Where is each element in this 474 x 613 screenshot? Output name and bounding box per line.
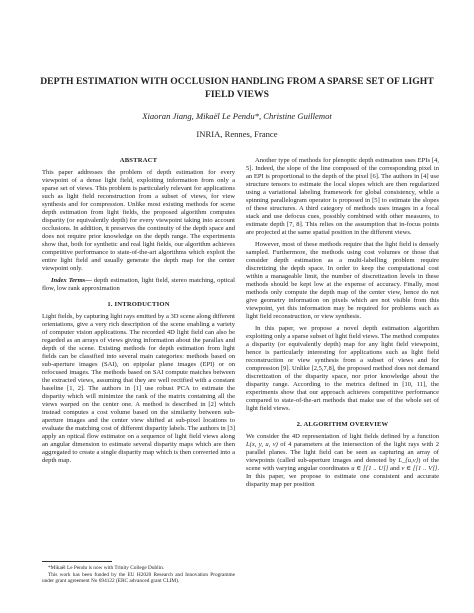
right-column [246,157,439,489]
abstract-heading: ABSTRACT [119,157,158,164]
footnote-affiliation-change: *Mikaël Le Pendu is now with Trinity College Dublin. [48,565,165,571]
paragraph-contribution: In this paper, we propose a novel depth estimation algorithm exploiting only a sparse subset of light field views. The method computes a disparity (or equivalently depth) map for any light field viewpoint, hence is particularly interesting for applications such as light field reconstruction or view synthesis from a subset of views and for compression [9]. Unlike [2,5,7,8], the proposed method does not demand discretization of the disparity space, nor prior knowledge about the disparity range. According to the metrics defined in [10, 11], the experiments show that our approach achieves competitive performance compared to state-of-the-art methods that make use of the whole set of light field views. [246,325,439,412]
introduction-heading: 1. INTRODUCTION [107,301,170,308]
paragraph-algorithm-overview [246,433,439,489]
overview-text-c: ) of the scene with varying angular coordinates [246,457,439,472]
index-terms-label: Index Terms— [51,277,92,284]
title-line-2: FIELD VIEWS [204,88,270,100]
math-subaperture-image: L_{u,v} [398,457,419,464]
affiliation: INRIA, Rennes, France [196,129,278,139]
overview-text-b: of 4 parameters at the intersection of the light rays with 2 parallel planes. The light field can be seen as capturing an array of viewpoints (called sub-aperture images and denoted by [246,441,440,464]
overview-text-a: We consider the 4D representation of light fields defined by a function [246,433,439,440]
algorithm-overview-heading: 2. ALGORITHM OVERVIEW [296,421,389,428]
introduction-text: Light fields, by capturing light rays emitted by a 3D scene along different orientations, give a very rich description of the scene enabling a variety of computer vision applications. The recorded 4D light field can also be regarded as an arrays of views giving information about the parallax and depth of the scene. Existing methods for depth estimation from light fields can be classified into several main categories: methods based on sub-aperture images (SAI), on epipolar plane images (EPI) or on refocused images. The methods based on SAI compute matches between the extracted views, assuming that they are well rectified with a constant baseline [1, 2]. The authors in [1] use robust PCA to estimate the disparity which will minimize the rank of the matrix containing all the views warped on the center one. A method is described in [2] which instead computes a cost volume based on the similarity between sub-aperture images and the center view shifted at sub-pixel locations to evaluate the matching cost of different disparity labels. The authors in [3] apply an optical flow estimator on a sequence of light field views along an angular dimension to estimate several disparity maps which are then aggregated to create a single disparity map which is then converted into a depth map. [42,313,235,464]
footnotes [42,561,235,585]
index-terms-text: depth estimation, light field, stereo matching, optical flow, low rank approximation [42,277,235,292]
math-u-range: u ∈ [[1 .. U]] [351,465,389,472]
paragraph-epi-methods: Another type of methods for plenoptic depth estimation uses EPIs [4, 5]. Indeed, the slope of the line composed of the corresponding pixel in an EPI is proportional to the depth of the pixel [6]. The authors in [4] use structure tensors to estimate the local slopes which are then regularized using a variational labeling framework for global consistency, while a spinning parallelogram operator is proposed in [5] to estimate the slopes of these structures. A third category of methods uses images in a focal stack and use defocus cues, possibly combined with other measures, to estimate depth [7, 8]. This relies on the assumption that in-focus points are projected at the same spatial position in the different views. [246,157,439,236]
overview-text-e: . In this paper, we propose to estimate one consistent and accurate disparity map per position [246,465,440,488]
math-v-range: v ∈ [[1 .. V]] [401,465,438,472]
footnote-funding: This work has been funded by the EU H2020 Research and Innovation Programme under grant agreement No 694122 (ERC advanced grant CLIM). [42,571,235,585]
abstract-text: This paper addresses the problem of depth estimation for every viewpoint of a dense light field, exploiting information from only a sparse set of views. This problem is particularly relevant for applications such as light field reconstruction from a subset of views, for view synthesis and for compression. Unlike most existing methods for scene depth estimation from light fields, the proposed algorithm computes disparity (or equivalently depth) for every viewpoint taking into account occlusions. In addition, it preserves the continuity of the depth space and does not require prior knowledge on the depth range. The experiments show that, both for synthetic and real light fields, our algorithm achieves competitive performance to state-of-the-art algorithms which exploit the entire light field and usually generate the depth map for the center viewpoint only. [42,169,235,272]
math-light-field-function: L(x, y, u, v) [246,441,278,448]
index-terms [42,277,235,293]
paragraph-limitations: However, most of these methods require that the light field is densely sampled. Furthermore, the methods using cost volumes or those that consider depth estimation as a multi-labelling problem require discretizing the depth space. In order to keep the computational cost within a manageable limit, the number of discretization levels in these methods should be kept low at the expense of accuracy. Finally, most methods only compute the depth map of the center view, hence do not give geometry information on pixels which are not visible from this viewpoint, yet this information may be required for problems such as light field reconstruction, or view synthesis. [246,241,439,320]
footnote-rule [42,561,112,562]
overview-text-d: and [388,465,402,472]
paper-title [30,76,444,101]
left-column [42,157,235,465]
author-list: Xiaoran Jiang, Mikaël Le Pendu*, Christine Guillemot [142,111,332,121]
title-line-1: DEPTH ESTIMATION WITH OCCLUSION HANDLING FROM A SPARSE SET OF LIGHT [40,76,434,87]
